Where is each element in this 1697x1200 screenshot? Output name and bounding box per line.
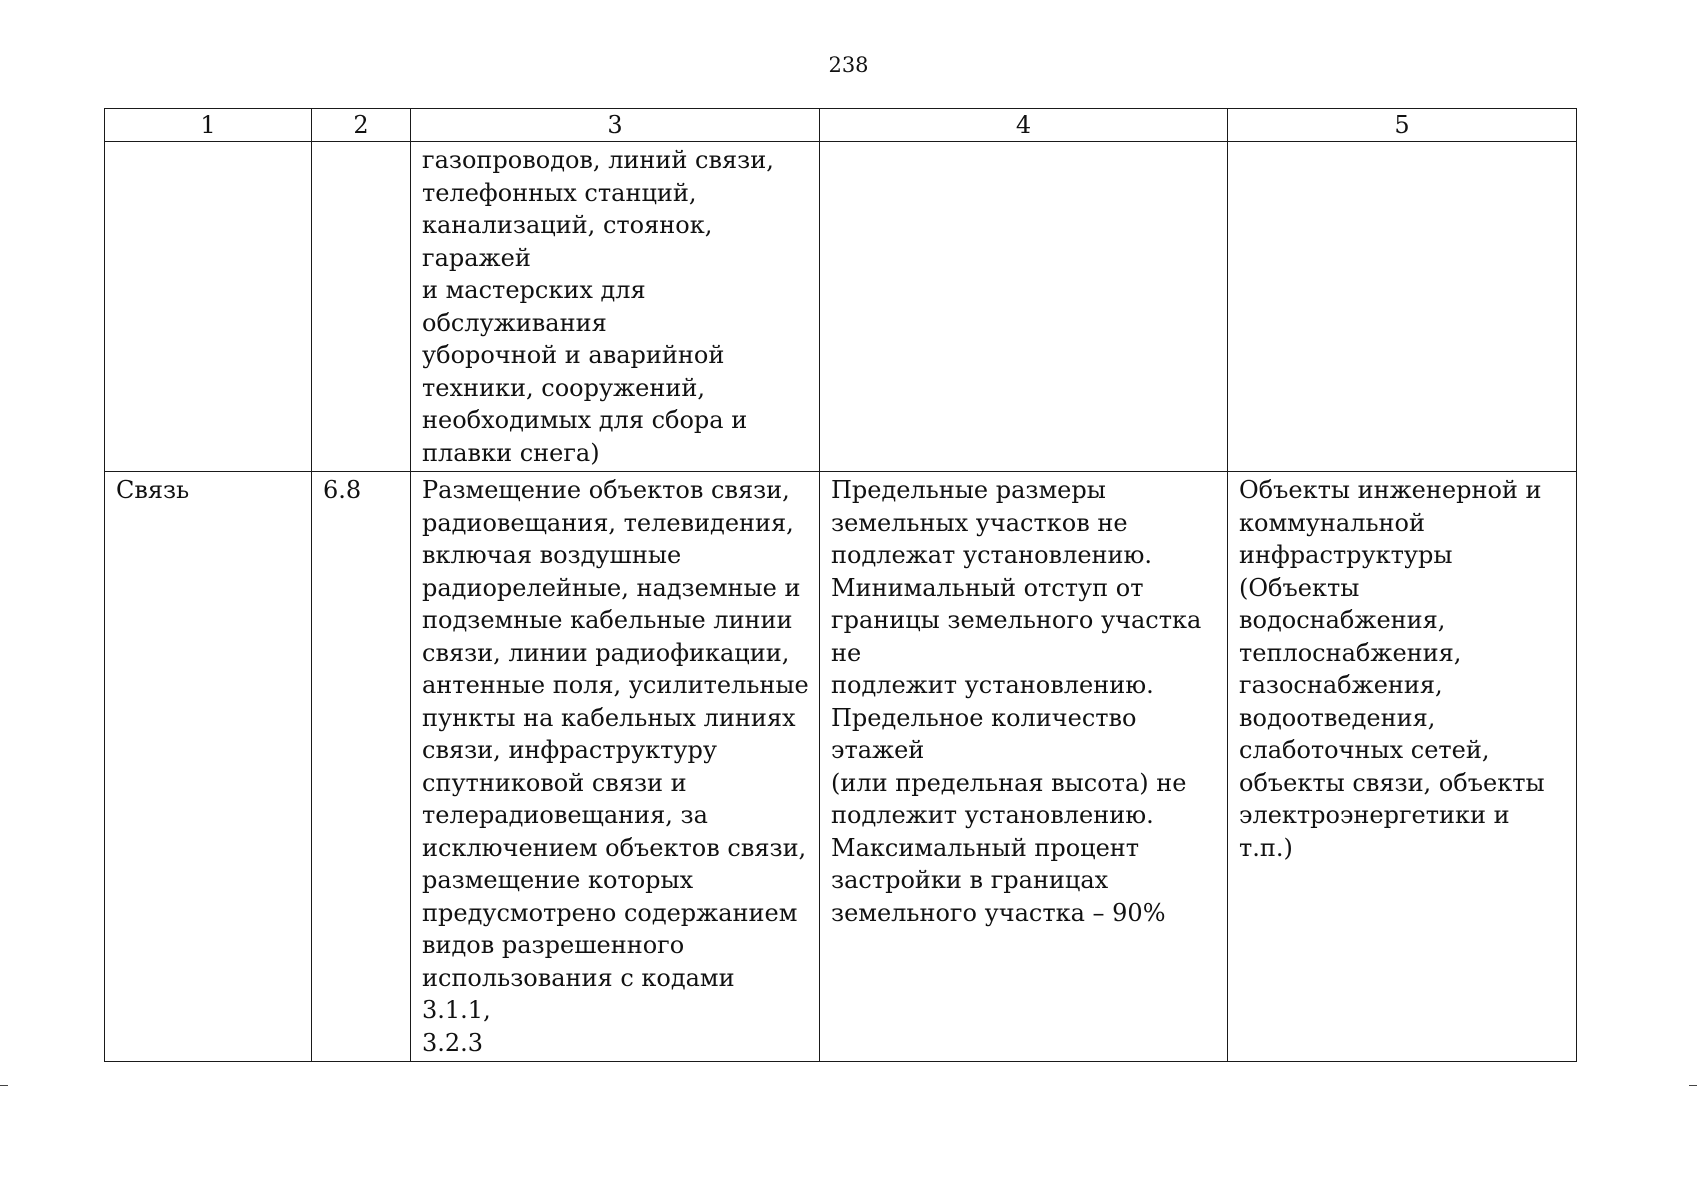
table-cell-objects	[1228, 472, 1577, 1062]
table-row	[105, 472, 1577, 1062]
page-number: 238	[828, 53, 869, 77]
scan-edge-mark-left	[0, 1085, 8, 1086]
column-header-1: 1	[105, 109, 312, 142]
column-header-4: 4	[820, 109, 1228, 142]
cell-text: газопроводов, линий связи, телефонных станций, канализаций, стоянок, гаражей и мастерских для обслуживания уборочной и аварийной техники, сооружений, необходимых для сбора и плавки снега)	[422, 146, 774, 467]
scan-edge-mark-right	[1689, 1085, 1697, 1086]
table-cell-description	[411, 142, 820, 472]
table-cell-use-type	[105, 142, 312, 472]
table-row	[105, 142, 1577, 472]
cell-text: Связь	[116, 476, 190, 504]
cell-text: 6.8	[323, 476, 362, 504]
land-use-table	[104, 108, 1577, 1062]
cell-text: Предельные размеры земельных участков не подлежат установлению. Минимальный отступ от границы земельного участка не подлежит установлению. Предельное количество этажей (или предельная высота) не подлежит установлению. Максимальный процент застройки в границах земельного участка – 90%	[831, 476, 1202, 927]
table-cell-use-type	[105, 472, 312, 1062]
column-header-2: 2	[312, 109, 411, 142]
table-cell-parameters	[820, 472, 1228, 1062]
cell-text: Объекты инженерной и коммунальной инфраструктуры (Объекты водоснабжения, теплоснабжения, газоснабжения, водоотведения, слаботочных сетей, объекты связи, объекты электроэнергетики и т.п.)	[1239, 476, 1545, 862]
table-cell-objects	[1228, 142, 1577, 472]
table-cell-code	[312, 142, 411, 472]
table-cell-parameters	[820, 142, 1228, 472]
table-cell-code	[312, 472, 411, 1062]
cell-text: Размещение объектов связи, радиовещания, телевидения, включая воздушные радиорелейные, надземные и подземные кабельные линии связи, линии радиофикации, антенные поля, усилительные пункты на кабельных линиях связи, инфраструктуру спутниковой связи и телерадиовещания, за исключением объектов связи, размещение которых предусмотрено содержанием видов разрешенного использования с кодами 3.1.1, 3.2.3	[422, 476, 809, 1057]
column-header-5: 5	[1228, 109, 1577, 142]
column-header-3: 3	[411, 109, 820, 142]
table-cell-description	[411, 472, 820, 1062]
table-header-row	[105, 109, 1577, 142]
